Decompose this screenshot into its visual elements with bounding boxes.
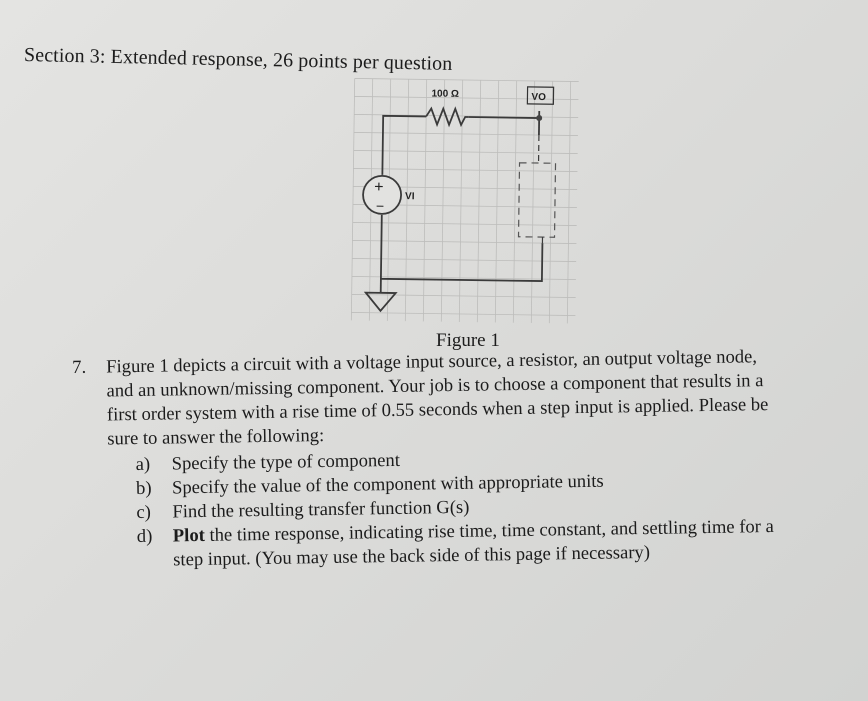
output-node-dot <box>536 115 542 121</box>
figure-caption: Figure 1 <box>436 330 500 351</box>
part-d-text: the time response, indicating rise time, time constant, and settling time for a <box>204 515 774 546</box>
circuit-figure <box>343 70 587 331</box>
part-c-text: Find the resulting transfer function G(s) <box>172 496 470 523</box>
circuit-diagram <box>343 70 587 331</box>
question-text-1: Figure 1 depicts a circuit with a voltage input source, a resistor, an output voltage node, <box>106 346 758 378</box>
part-c-letter: c) <box>136 501 152 524</box>
section-heading: Section 3: Extended response, 26 points per question <box>23 44 453 75</box>
part-d-letter: d) <box>136 525 153 548</box>
question-parts <box>74 442 856 574</box>
part-b-text: Specify the value of the component with appropriate units <box>171 470 604 499</box>
question-line-3: first order system with a rise time of 0.55 seconds when a step input is applied. Please be <box>106 394 769 426</box>
part-b-letter: b) <box>135 477 152 500</box>
part-a-text: Specify the type of component <box>171 449 401 475</box>
question-number: 7. <box>72 356 87 378</box>
part-d-bold-word: Plot <box>172 524 206 547</box>
question-line-4: sure to answer the following: <box>107 425 325 450</box>
resistor-label: 100 Ω <box>431 88 460 100</box>
part-d-continuation: step input. (You may use the back side of this page if necessary) <box>173 541 651 571</box>
missing-component-box <box>519 163 556 237</box>
source-plus-sign: + <box>374 178 384 196</box>
wire-left-top <box>382 116 426 176</box>
vi-label: VI <box>404 191 415 203</box>
source-minus-sign: − <box>375 197 385 214</box>
vo-label: VO <box>531 91 546 104</box>
part-a-letter: a) <box>135 453 151 476</box>
question-line-2: and an unknown/missing component. Your job is to choose a component that results in a <box>106 370 764 402</box>
question-7 <box>72 344 855 574</box>
